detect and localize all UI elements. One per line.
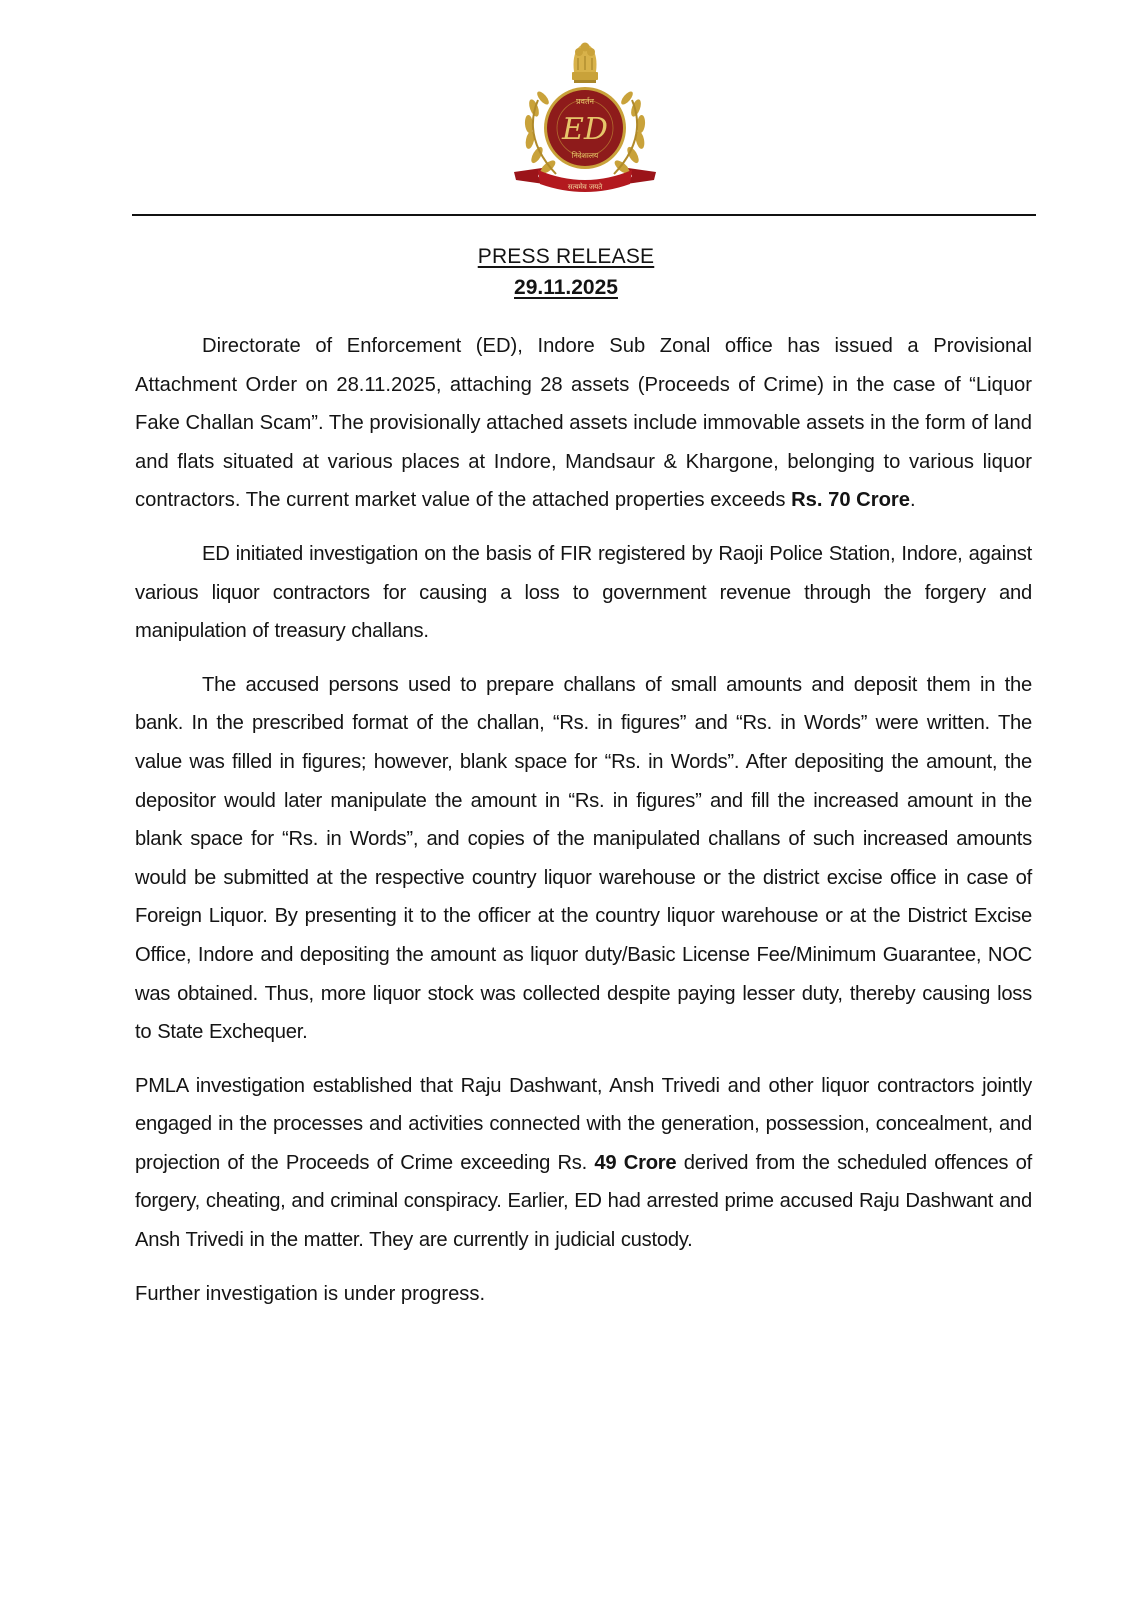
paragraph-text: Directorate of Enforcement (ED), Indore Sub Zonal office has issued a Provisional Attachment Order on 28.11.2025, attaching 28 assets (Proceeds of Crime) in the case of “Liquor Fake Challan Scam”. The provisionally attached assets include immovable assets in the form of land and flats situated at various places at Indore, Mandsaur & Khargone, belonging to various liquor contractors. The current market value of the attached properties exceeds (135, 335, 1032, 512)
paragraph-closing (135, 1275, 1032, 1314)
paragraph-pmla-findings (135, 1067, 1032, 1260)
release-date: 29.11.2025 (514, 276, 618, 299)
paragraph-text: . (910, 489, 916, 512)
paragraph-text: The accused persons used to prepare challans of small amounts and deposit them in the bank. In the prescribed format of the challan, “Rs. in figures” and “Rs. in Words” were written. The value was filled in figures; however, blank space for “Rs. in Words”. After depositing the amount, the depositor would later manipulate the amount in “Rs. in figures” and fill the increased amount in the blank space for “Rs. in Words”, and copies of the manipulated challans of such increased amounts would be submitted at the respective country liquor warehouse or the district excise office in case of Foreign Liquor. By presenting it to the officer at the country liquor warehouse or at the District Excise Office, Indore and depositing the amount as liquor duty/Basic License Fee/Minimum Guarantee, NOC was obtained. Thus, more liquor stock was collected despite paying lesser duty, thereby causing loss to State Exchequer. (135, 673, 1032, 1044)
paragraph-text: PMLA investigation established that Raju Dashwant, Ansh Trivedi and other liquor contractors jointly engaged in the processes and activities connected with the generation, possession, concealment, and projection of the Proceeds of Crime exceeding Rs. (135, 1074, 1032, 1174)
header-divider (132, 214, 1036, 216)
paragraph-text: ED initiated investigation on the basis of FIR registered by Raoji Police Station, Indore, against various liquor contractors for causing a loss to government revenue through the forgery and manipulation of treasury challans. (135, 542, 1032, 643)
seal-top-text: प्रवर्तन (576, 97, 594, 106)
document-heading (0, 243, 1132, 301)
ribbon-text: सत्यमेव जयते (567, 183, 603, 191)
seal-monogram: ED (562, 112, 608, 147)
proceeds-of-crime-amount: 49 Crore (594, 1151, 677, 1174)
attached-value-amount: Rs. 70 Crore (791, 489, 911, 512)
lion-capital-icon (572, 43, 598, 84)
paragraph-text: Further investigation is under progress. (135, 1282, 486, 1305)
seal-icon (544, 87, 626, 169)
paragraph-investigation (135, 535, 1032, 651)
emblem-icon (512, 38, 658, 198)
ribbon-icon (514, 168, 656, 192)
seal-bottom-text: निदेशालय (571, 151, 599, 160)
paragraph-attachment (135, 327, 1032, 520)
paragraph-modus-operandi (135, 666, 1032, 1052)
press-release-body (135, 327, 1032, 1328)
page-title: PRESS RELEASE (477, 245, 655, 268)
ed-emblem-logo (512, 38, 658, 198)
paragraph-text: derived from the scheduled offences of forgery, cheating, and criminal conspiracy. Earlier, ED had arrested prime accused Raju Dashwant and Ansh Trivedi in the matter. They are currently in judicial custody. (135, 1151, 1032, 1252)
